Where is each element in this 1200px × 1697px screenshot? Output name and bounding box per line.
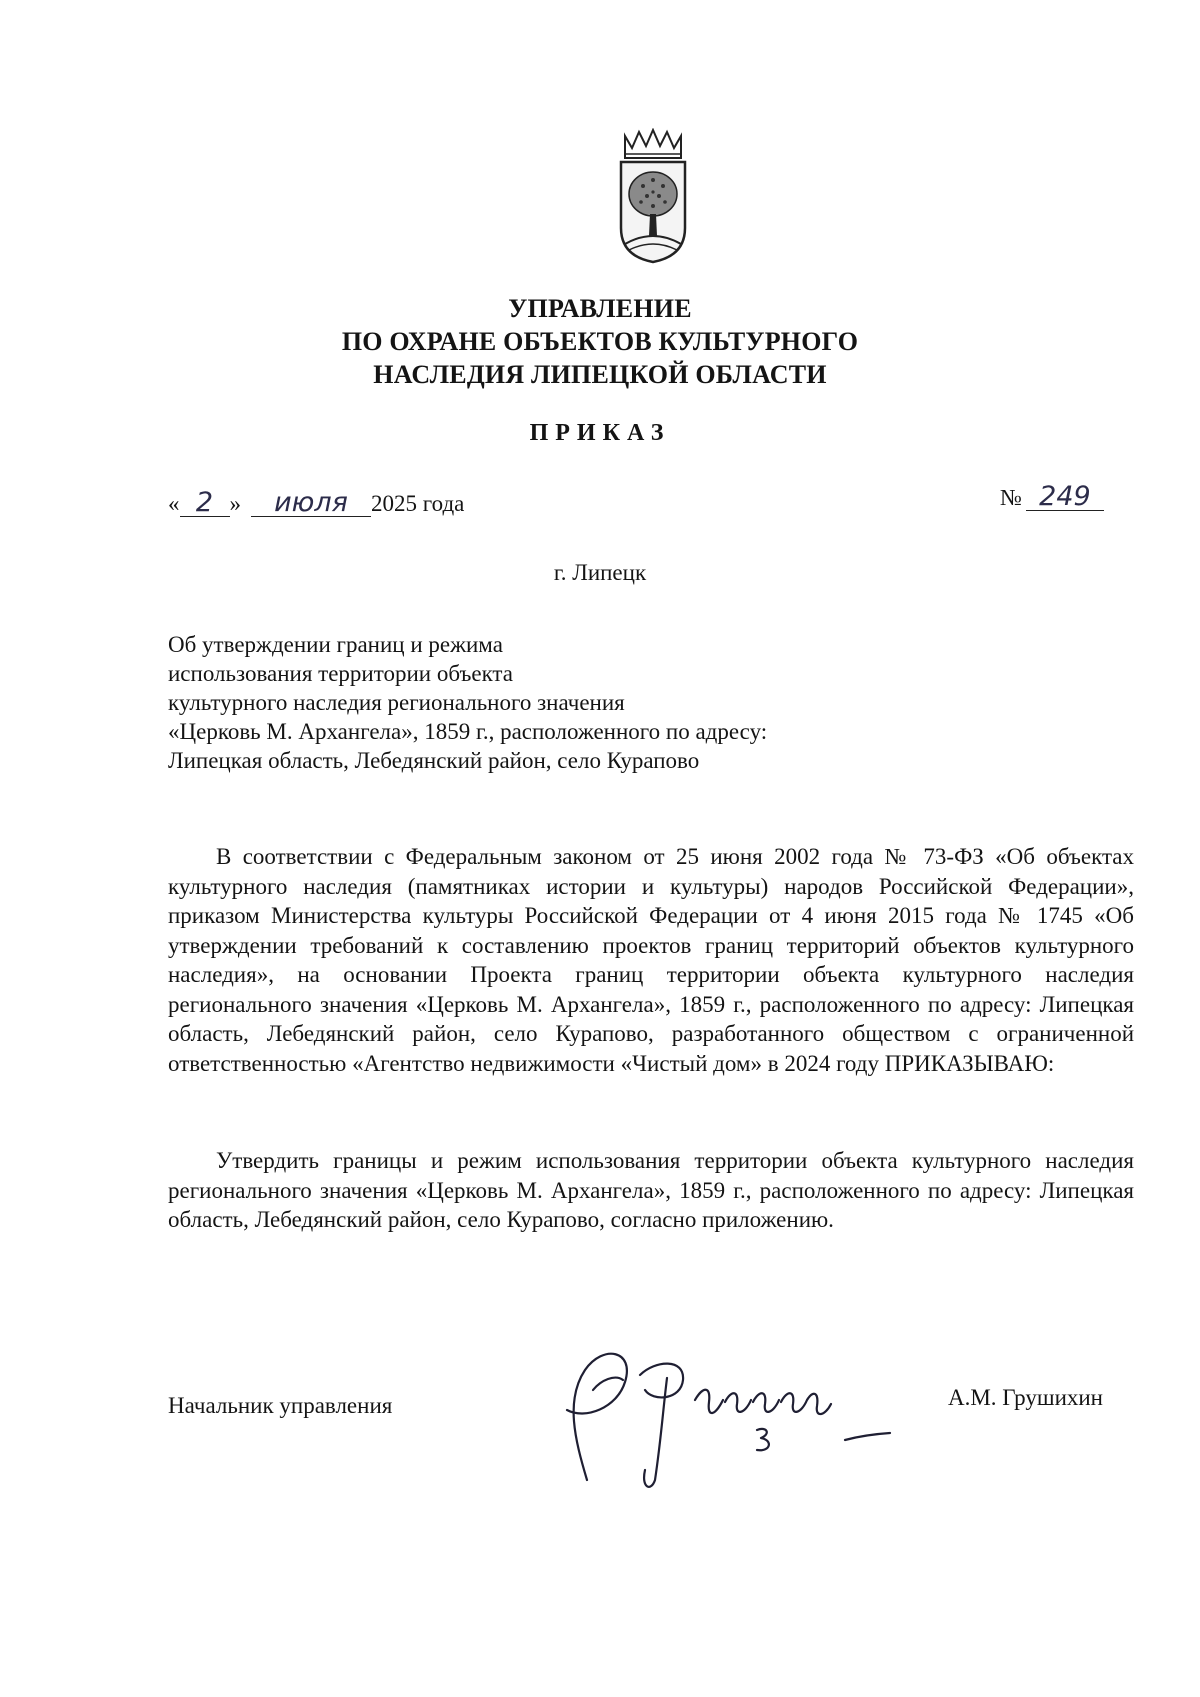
subject-line: использования территории объекта [168, 661, 513, 686]
number-value-handwritten: 249 [1026, 484, 1104, 511]
signatory-title: Начальник управления [168, 1393, 393, 1418]
body-paragraph-1: В соответствии с Федеральным законом от 25 июня 2002 года № 73-ФЗ «Об объектах культурного наследия (памятниках истории и культуры) народов Российской Федерации», приказом Министерства культуры Российской Федерации от 4 июня 2015 года № 1745 «Об утверждении требований к составлению проектов границ территорий объектов культурного наследия», на основании Проекта границ территории объекта культурного наследия регионального значения «Церковь М. Архангела», 1859 г., расположенного по адресу: Липецкая область, Лебедянский район, село Курапово, разработанного обществом с ограниченной ответственностью «Агентство недвижимости «Чистый дом» в 2024 году ПРИКАЗЫВАЮ: [168, 844, 1134, 1076]
subject-line: «Церковь М. Архангела», 1859 г., расположенного по адресу: [168, 719, 768, 744]
document-city: г. Липецк [553, 560, 647, 585]
date-year: 2025 года [371, 491, 465, 516]
subject-line: культурного наследия регионального значения [168, 690, 625, 715]
date-day-handwritten: 2 [180, 490, 230, 517]
lipetsk-coat-of-arms-icon [615, 128, 691, 266]
date-month-handwritten: июля [251, 490, 371, 517]
organization-line: УПРАВЛЕНИЕ [508, 294, 692, 323]
date-open-quote: « [168, 491, 180, 516]
document-date [168, 487, 465, 518]
subject-line: Об утверждении границ и режима [168, 632, 503, 657]
document-subject [168, 630, 928, 775]
organization-name [300, 292, 900, 391]
handwritten-signature [545, 1330, 935, 1500]
signatory-name: А.М. Грушихин [948, 1385, 1103, 1410]
organization-line: НАСЛЕДИЯ ЛИПЕЦКОЙ ОБЛАСТИ [373, 360, 827, 389]
date-close-quote: » [229, 491, 241, 516]
number-prefix: № [1000, 485, 1022, 510]
document-type: ПРИКАЗ [529, 420, 671, 446]
body-paragraph-2: Утвердить границы и режим использования территории объекта культурного наследия регионального значения «Церковь М. Архангела», 1859 г., расположенного по адресу: Липецкая область, Лебедянский район, село Курапово, согласно приложению. [168, 1148, 1134, 1232]
subject-line: Липецкая область, Лебедянский район, село Курапово [168, 748, 700, 773]
document-number [1000, 481, 1104, 512]
organization-line: ПО ОХРАНЕ ОБЪЕКТОВ КУЛЬТУРНОГО [341, 327, 859, 356]
